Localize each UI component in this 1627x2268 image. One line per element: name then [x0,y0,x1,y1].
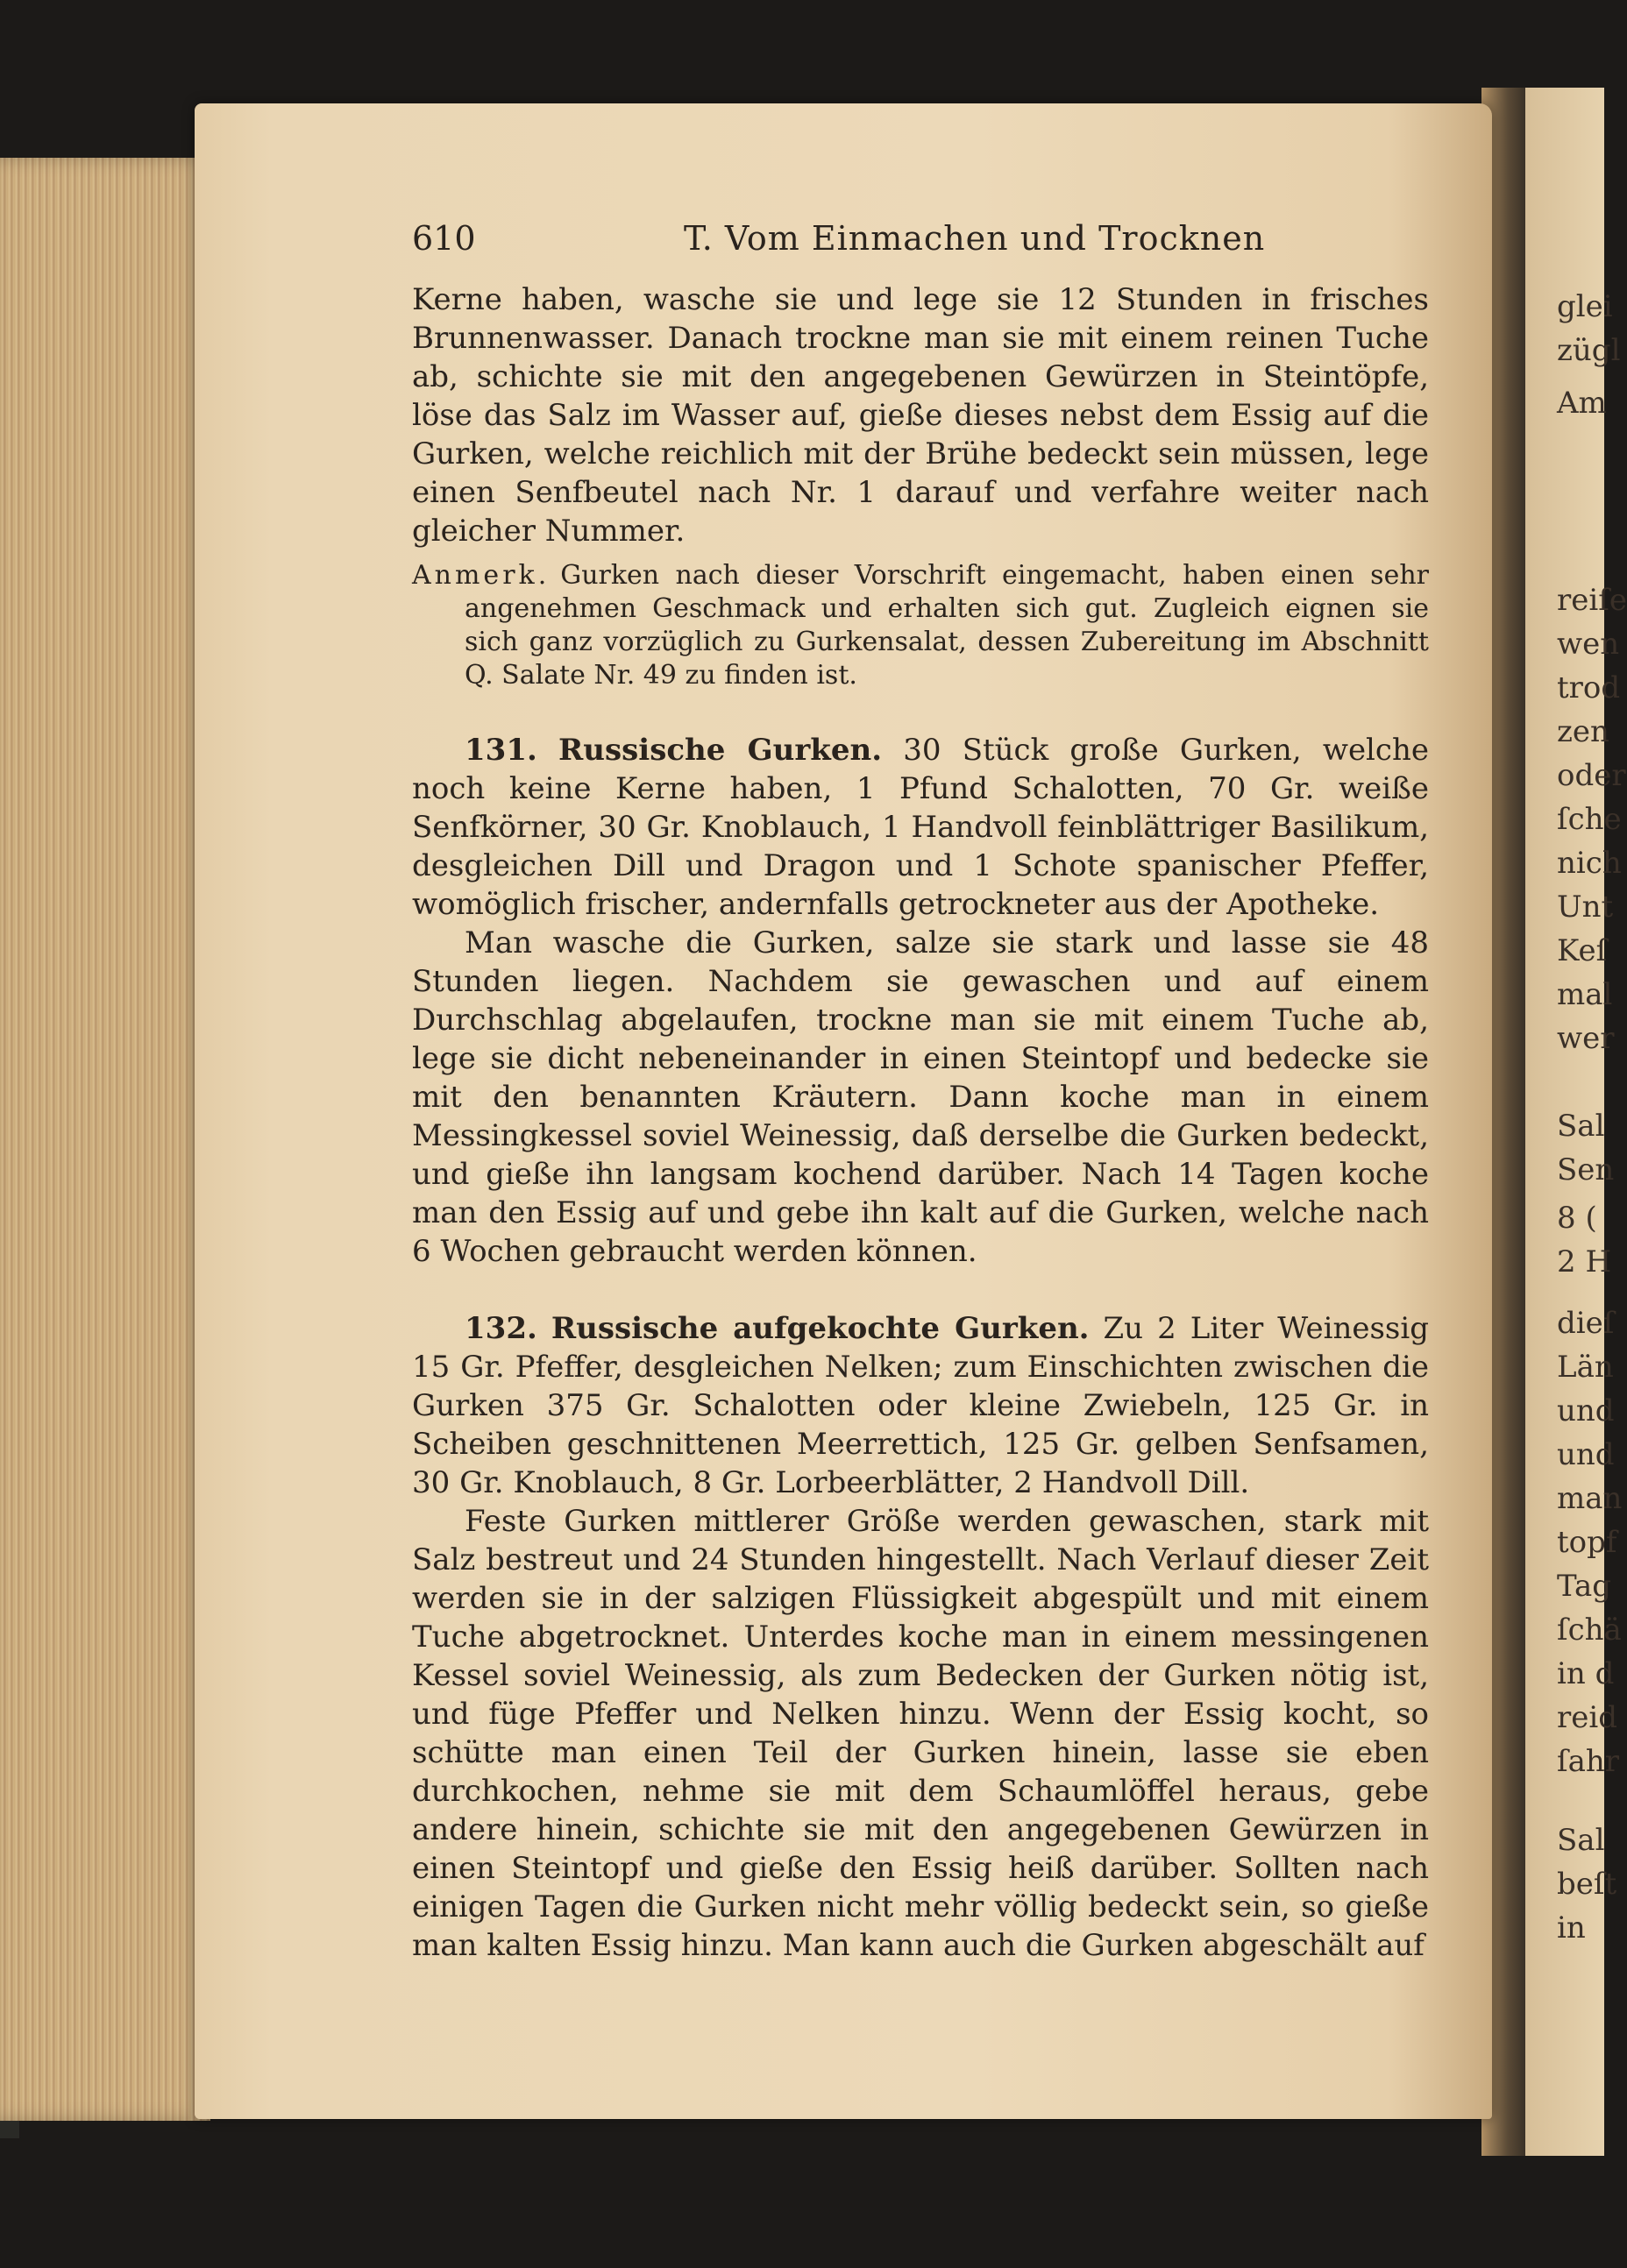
recipe-number: 131. [465,733,537,768]
page-header [412,219,1429,280]
recipe-131 [412,731,1429,1271]
facing-page-fragment: Sal [1557,1109,1605,1144]
facing-page-fragment: Am [1557,386,1607,421]
facing-page-fragment: zen [1557,714,1609,749]
running-head: T. Vom Einmachen und Trocknen [684,219,1266,258]
facing-page-fragment: oder [1557,758,1626,793]
facing-page-fragment: beſt [1557,1867,1617,1902]
facing-page-fragment: in d [1557,1656,1615,1691]
facing-page-fragment: trod [1557,670,1621,705]
facing-page-fragment: wen [1557,627,1620,662]
facing-page-fragment: ſahr [1557,1744,1620,1779]
recipe-title: Russische aufgekochte Gurken. [551,1311,1090,1346]
recipe-number: 132. [465,1311,537,1346]
recipe-title: Russische Gurken. [558,733,883,768]
recipe-ingredients [412,731,1429,924]
facing-page-fragment: und [1557,1437,1615,1472]
facing-page-fragment: nich [1557,846,1622,881]
facing-page-fragment: Sen [1557,1152,1615,1187]
facing-page-fragment: reid [1557,1700,1618,1735]
facing-page-fragment: Sal [1557,1823,1605,1858]
page-number: 610 [412,219,476,258]
facing-page-fragment: und [1557,1393,1615,1428]
recipe-ingredients [412,1309,1429,1502]
recipe-ingredients-text: 30 Stück große Gurken, welche noch keine Kerne haben, 1 Pfund Schalotten, 70 Gr. weiße Senfkörner, 30 Gr. Knoblauch, 1 Handvoll feinblättriger Basilikum, desgleichen Dill und Dragon und 1 Schote spanischer Pfeffer, womöglich frischer, andernfalls getrockneter aus der Apotheke. [412,733,1429,922]
facing-page-fragment: 2 H [1557,1244,1612,1279]
recipe-ingredients-text: Zu 2 Liter Weinessig 15 Gr. Pfeffer, desgleichen Nelken; zum Einschichten zwischen die Gurken 375 Gr. Schalotten oder kleine Zwiebeln, 125 Gr. in Scheiben geschnittenen Meerrettich, 125 Gr. gelben Senfsamen, 30 Gr. Knoblauch, 8 Gr. Lorbeerblätter, 2 Handvoll Dill. [412,1311,1429,1500]
facing-page-fragment: Tag [1557,1569,1612,1604]
facing-page-fragment: topf [1557,1525,1617,1560]
page-block-edge [0,158,210,2121]
recipe-instructions: Feste Gurken mittlerer Größe werden gewaschen, stark mit Salz bestreut und 24 Stunden hingestellt. Nach Verlauf dieser Zeit werden sie in der salzigen Flüssigkeit abgespült und mit einem Tuche abgetrocknet. Unterdes koche man in einem messingenen Kessel soviel Weinessig, als zum Bedecken der Gurken nötig ist, und füge Pfeffer und Nelken hinzu. Wenn der Essig kocht, so schütte man einen Teil der Gurken hinein, lasse sie eben durchkochen, nehme sie mit dem Schaumlöffel heraus, gebe andere hinein, schichte sie mit den angegebenen Gewürzen in einen Steintopf und gieße den Essig heiß darüber. Sollten nach einigen Tagen die Gurken nicht mehr völlig bedeckt sein, so gieße man kalten Essig hinzu. Man kann auch die Gurken abgeschält auf [412,1504,1429,1963]
facing-page-fragment: reiſe [1557,583,1627,618]
facing-page-fragment: mal [1557,977,1613,1012]
facing-page-fragment: man [1557,1481,1623,1516]
facing-page-fragment: Län [1557,1350,1614,1385]
intro-paragraph: Kerne haben, wasche sie und lege sie 12 Stunden in frisches Brunnenwasser. Danach trockne man sie mit einem reinen Tuche ab, schichte sie mit den angegebenen Gewürzen in Steintöpfe, löse das Salz im Wasser auf, gieße dieses nebst dem Essig auf die Gurken, welche reichlich mit der Brühe bedeckt sein müssen, lege einen Senfbeutel nach Nr. 1 darauf und verfahre weiter nach gleicher Nummer. [412,282,1429,549]
facing-page-fragment: ſchä [1557,1612,1622,1648]
facing-page-fragment: Unt [1557,889,1614,925]
recipe-instructions: Man wasche die Gurken, salze sie stark und lasse sie 48 Stunden liegen. Nachdem sie gewaschen und auf einem Durchschlag abgelaufen, trockne man sie mit einem Tuche ab, lege sie dicht nebeneinander in einen Steintopf und bedecke sie mit den benannten Kräutern. Dann koche man in einem Messingkessel soviel Weinessig, daß derselbe die Gurken bedeckt, und gieße ihn langsam kochend darüber. Nach 14 Tagen koche man den Essig auf und gebe ihn kalt auf die Gurken, welche nach 6 Wochen gebraucht werden können. [412,925,1429,1269]
note-text: Gurken nach dieser Vorschrift eingemacht, haben einen sehr angenehmen Geschmack und erhalten sich gut. Zugleich eignen sie sich ganz vorzüglich zu Gurkensalat, dessen Zubereitung im Abschnitt Q. Salate Nr. 49 zu finden ist. [465,560,1429,691]
note-label: Anmerk. [412,560,551,591]
facing-page-fragment: zügl [1557,333,1621,368]
recipe-132 [412,1309,1429,1965]
facing-page-fragment: glei [1557,289,1613,324]
facing-page-fragment: ſche [1557,802,1622,837]
facing-page-fragment: Keſ [1557,933,1608,968]
facing-page-fragment: 8 ( [1557,1201,1597,1236]
facing-page-fragment: in [1557,1910,1586,1946]
facing-page-fragment: wer [1557,1021,1615,1056]
page-content [412,219,1429,1965]
note [412,559,1429,692]
facing-page-fragment: dieſ [1557,1306,1615,1341]
